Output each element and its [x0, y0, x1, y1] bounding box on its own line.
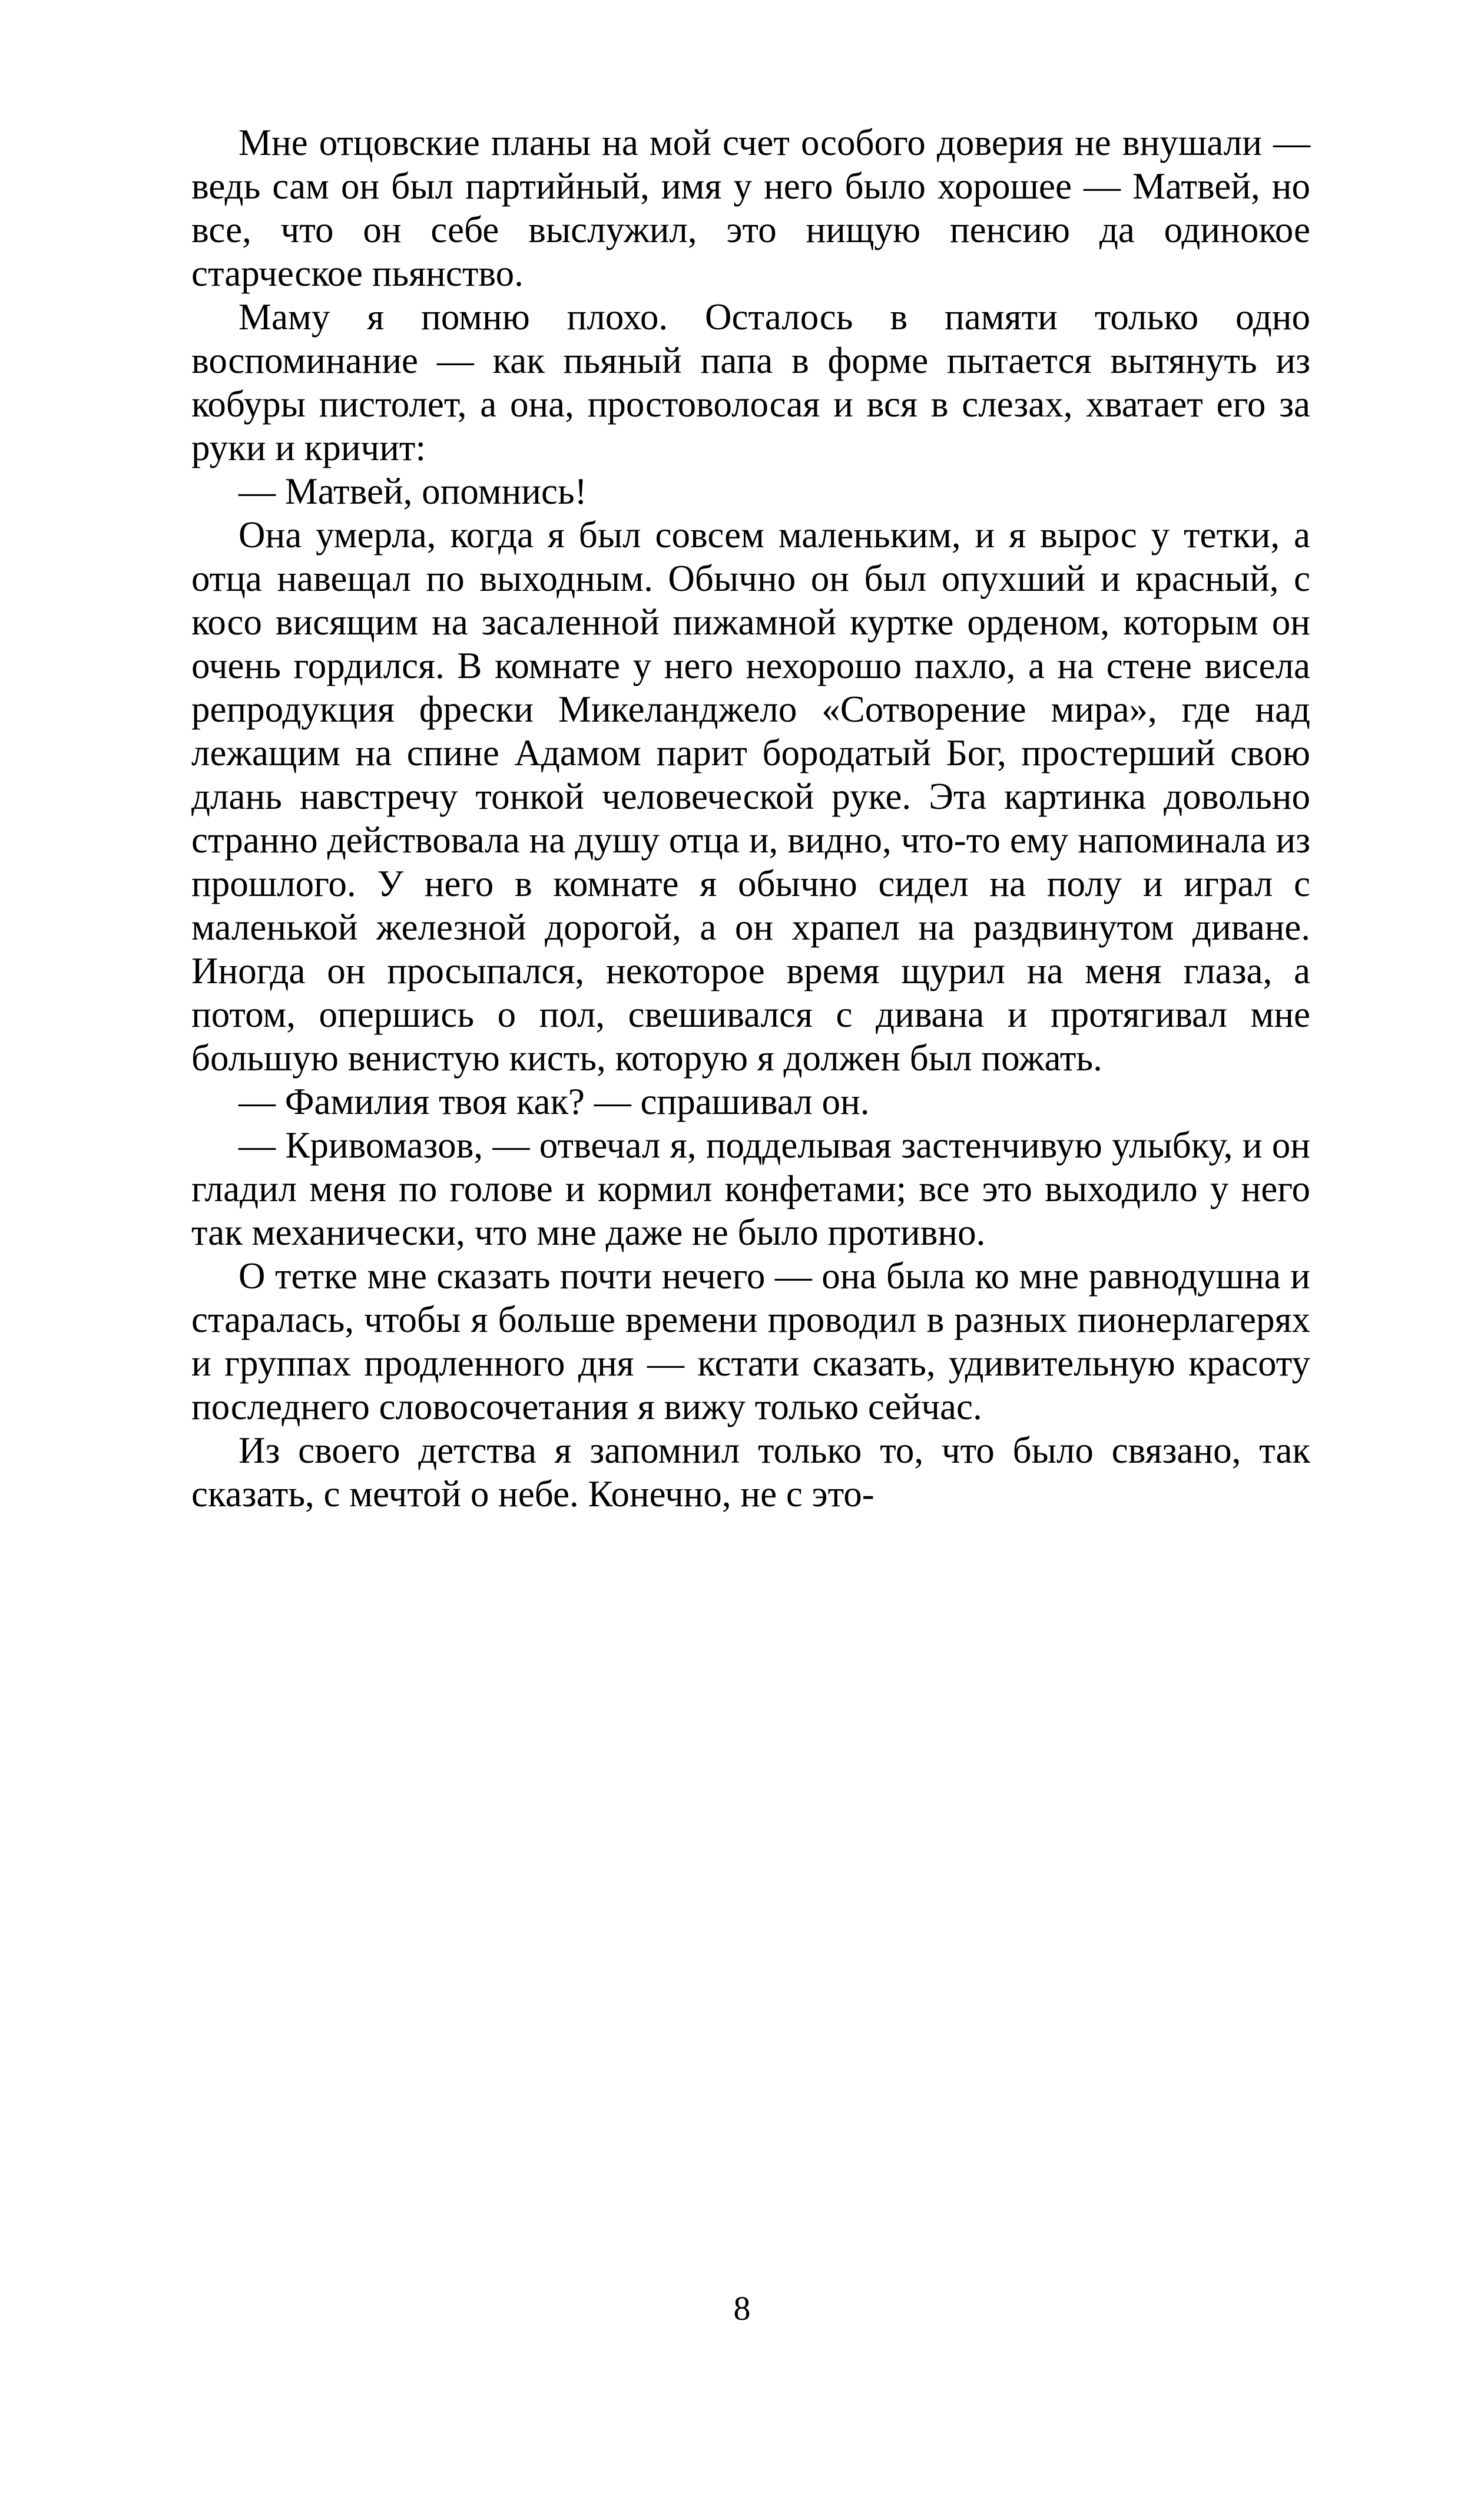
paragraph: Маму я помню плохо. Осталось в памяти только одно воспоминание — как пьяный папа в форме пытается вытянуть из кобуры пистолет, а она, простоволосая и вся в слезах, хватает его за руки и кричит: — [191, 296, 1310, 469]
page-number: 8 — [733, 2289, 751, 2327]
paragraph: — Фамилия твоя как? — спрашивал он. — [238, 1081, 870, 1123]
paragraph: Из своего детства я запомнил только то, что было связано, так сказать, с мечтой о небе. Конечно, не с это- — [191, 1430, 1310, 1515]
paragraph: Она умерла, когда я был совсем маленьким, и я вырос у тетки, а отца навещал по выходным. Обычно он был опухший и красный, с косо висящим на засаленной пижамной куртке орденом, которым он очень гордился. В комнате у него нехорошо пахло, а на стене висела репродукция фрески Микеланджело «Сотворение мира», где над лежащим на спине Адамом парит бородатый Бог, простерший свою длань навстречу тонкой человеческой руке. Эта картинка довольно странно действовала на душу отца и, видно, что-то ему напоминала из прошлого. У него в комнате я обычно сидел на полу и играл с маленькой железной дорогой, а он храпел на раздвинутом диване. Иногда он просыпался, некоторое время щурил на меня глаза, а потом, опершись о пол, свешивался с дивана и протягивал мне большую венистую кисть, которую я должен был пожать. — [191, 514, 1310, 1079]
paragraph: — Кривомазов, — отвечал я, подделывая застенчивую улыбку, и он гладил меня по голове и кормил конфетами; все это выходило у него так механически, что мне даже не было противно. — [191, 1125, 1310, 1254]
paragraph: Мне отцовские планы на мой счет особого доверия не внушали — ведь сам он был партийный, имя у него было хорошее — Матвей, но все, что он себе выслужил, это нищую пенсию да одинокое старческое пьянство. — [191, 122, 1310, 295]
paragraph: О тетке мне сказать почти нечего — она была ко мне равнодушна и старалась, чтобы я больше времени проводил в разных пионерлагерях и группах продленного дня — кстати сказать, удивительную красоту последнего словосочетания я вижу только сейчас. — [191, 1255, 1310, 1428]
body-text — [191, 121, 1310, 1516]
paragraph: — Матвей, опомнись! — [238, 471, 587, 513]
